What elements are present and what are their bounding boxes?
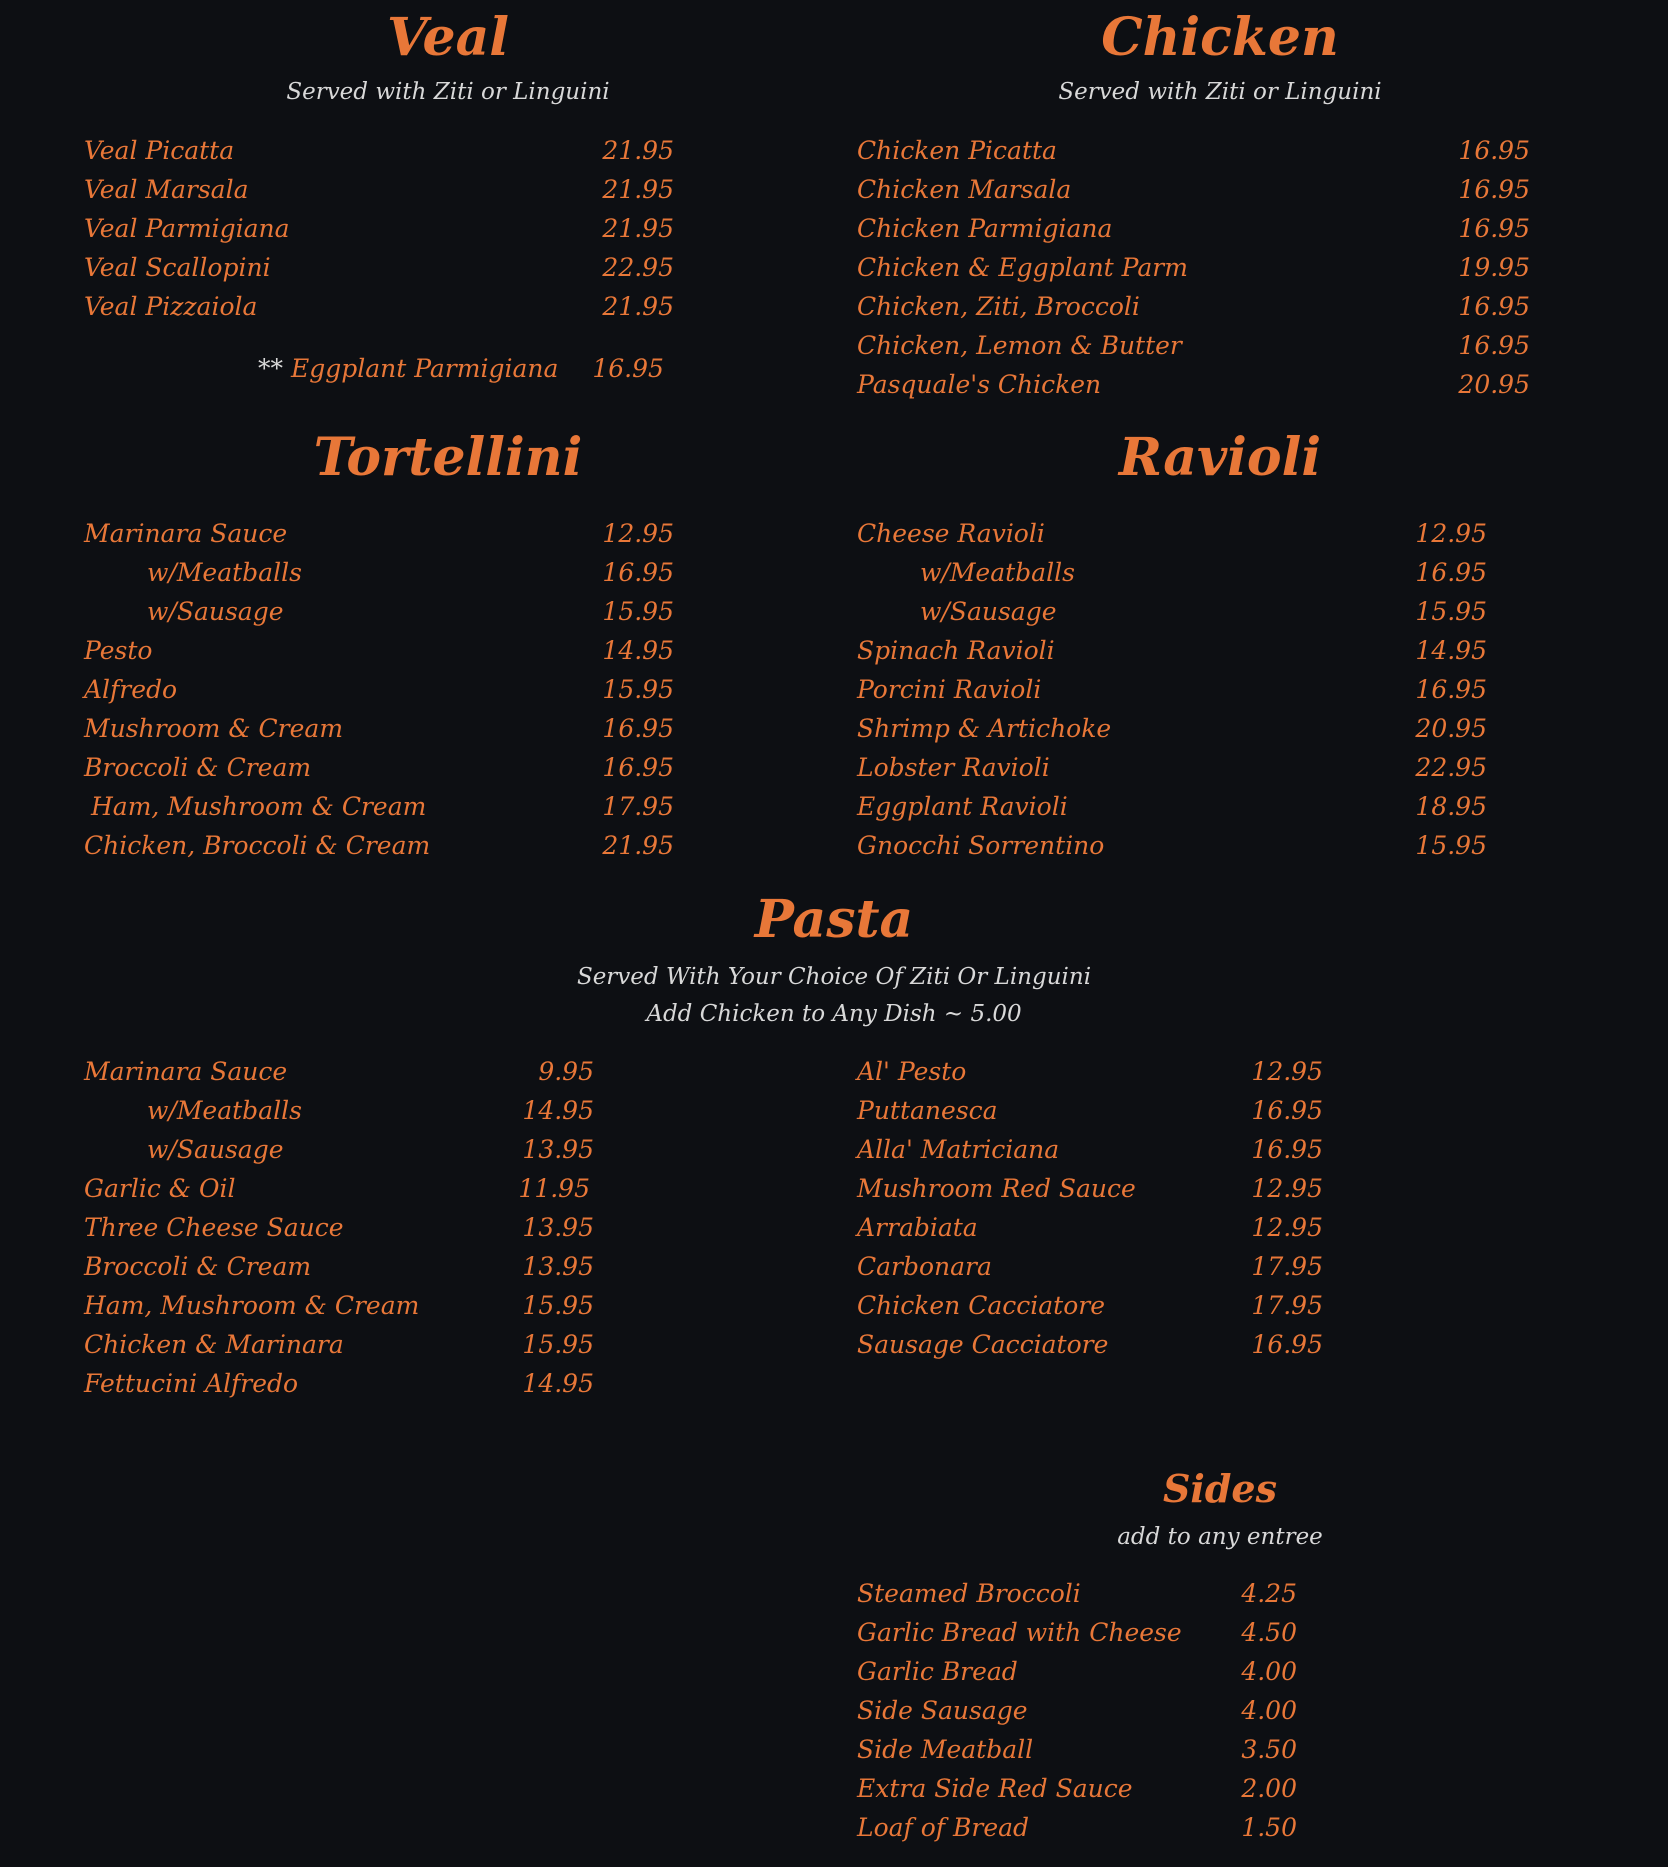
sides-subtitle: add to any entree: [1117, 1524, 1323, 1550]
item-price: 14.95: [522, 1369, 594, 1398]
menu-item: [857, 1808, 1297, 1847]
veal-subtitle: Served with Ziti or Linguini: [286, 79, 610, 105]
sides-list: [857, 1574, 1297, 1847]
item-price: 15.95: [602, 597, 674, 626]
menu-item: [84, 1325, 596, 1364]
item-name: Side Meatball: [857, 1735, 1034, 1764]
item-name: w/Meatballs: [147, 1096, 302, 1125]
ravioli-list: [857, 514, 1487, 865]
item-price: 1.50: [1241, 1813, 1297, 1842]
menu-item: [857, 514, 1487, 553]
item-price: 4.25: [1241, 1579, 1297, 1608]
menu-item: [84, 170, 674, 209]
menu-item: [857, 1208, 1323, 1247]
chicken-heading: Chicken: [1101, 7, 1339, 68]
item-name: Pesto: [84, 636, 153, 665]
menu-item: [857, 1769, 1297, 1808]
item-price: 16.95: [1458, 175, 1530, 204]
item-price: 16.95: [1415, 558, 1487, 587]
item-name: Chicken Parmigiana: [857, 214, 1113, 243]
note-price: 16.95: [592, 354, 664, 383]
item-name: Puttanesca: [857, 1096, 998, 1125]
item-price: 17.95: [602, 792, 674, 821]
item-price: 15.95: [522, 1330, 594, 1359]
menu-item: [84, 826, 674, 865]
item-price: 12.95: [1251, 1174, 1323, 1203]
menu-item: [84, 787, 674, 826]
menu-item: [857, 1652, 1297, 1691]
item-price: 15.95: [1415, 831, 1487, 860]
item-price: 17.95: [1251, 1252, 1323, 1281]
item-name: Loaf of Bread: [857, 1813, 1030, 1842]
item-name: Broccoli & Cream: [84, 1252, 312, 1281]
item-price: 16.95: [1251, 1330, 1323, 1359]
menu-item: [84, 631, 674, 670]
menu-item: [84, 1169, 596, 1208]
menu-item: [84, 1052, 596, 1091]
item-name: Chicken & Marinara: [84, 1330, 344, 1359]
item-price: 13.95: [522, 1213, 594, 1242]
item-name: Lobster Ravioli: [857, 753, 1050, 782]
item-price: 21.95: [602, 292, 674, 321]
item-name: Ham, Mushroom & Cream: [91, 792, 427, 821]
menu-item: [857, 1169, 1323, 1208]
menu-item: [84, 592, 674, 631]
item-price: 15.95: [1415, 597, 1487, 626]
item-price: 14.95: [602, 636, 674, 665]
menu-item: [857, 209, 1530, 248]
item-price: 16.95: [602, 753, 674, 782]
menu-item: [857, 787, 1487, 826]
menu-item: [857, 592, 1487, 631]
menu-item: [84, 514, 674, 553]
item-name: w/Meatballs: [147, 558, 302, 587]
item-price: 12.95: [1251, 1213, 1323, 1242]
item-name: Cheese Ravioli: [857, 519, 1045, 548]
chicken-subtitle: Served with Ziti or Linguini: [1058, 79, 1382, 105]
item-price: 15.95: [522, 1291, 594, 1320]
menu-item: [857, 1730, 1297, 1769]
menu-item: [857, 553, 1487, 592]
item-price: 16.95: [1458, 292, 1530, 321]
menu-item: [857, 670, 1487, 709]
item-name: Mushroom Red Sauce: [857, 1174, 1136, 1203]
pasta-left-list: [84, 1052, 596, 1403]
item-price: 19.95: [1458, 253, 1530, 282]
item-name: Arrabiata: [857, 1213, 978, 1242]
item-name: Three Cheese Sauce: [84, 1213, 344, 1242]
menu-item: [857, 1247, 1323, 1286]
item-name: Alfredo: [84, 675, 178, 704]
item-name: Garlic Bread: [857, 1657, 1018, 1686]
item-name: Marinara Sauce: [84, 1057, 288, 1086]
item-name: Sausage Cacciatore: [857, 1330, 1109, 1359]
item-price: 11.95: [518, 1174, 590, 1203]
menu-item: [857, 170, 1530, 209]
item-name: Chicken, Broccoli & Cream: [84, 831, 431, 860]
item-name: Chicken Picatta: [857, 136, 1057, 165]
menu-item: [84, 553, 674, 592]
item-name: Eggplant Ravioli: [857, 792, 1068, 821]
item-price: 16.95: [1458, 331, 1530, 360]
item-price: 21.95: [602, 214, 674, 243]
item-name: Steamed Broccoli: [857, 1579, 1081, 1608]
menu-item: [84, 1286, 596, 1325]
item-price: 20.95: [1415, 714, 1487, 743]
item-name: Carbonara: [857, 1252, 992, 1281]
item-price: 21.95: [602, 136, 674, 165]
menu-item: [84, 287, 674, 326]
item-price: 4.50: [1241, 1618, 1297, 1647]
menu-item: [857, 631, 1487, 670]
eggplant-note: [258, 349, 664, 388]
pasta-chicken-note: Add Chicken to Any Dish ~ 5.00: [646, 1001, 1022, 1027]
item-name: Garlic & Oil: [84, 1174, 236, 1203]
item-name: Shrimp & Artichoke: [857, 714, 1112, 743]
menu-item: [84, 131, 674, 170]
menu-item: [857, 1691, 1297, 1730]
item-name: Pasquale's Chicken: [857, 370, 1102, 399]
item-name: Chicken & Eggplant Parm: [857, 253, 1188, 282]
item-price: 14.95: [1415, 636, 1487, 665]
ravioli-heading: Ravioli: [1118, 427, 1322, 488]
item-name: Broccoli & Cream: [84, 753, 312, 782]
item-price: 12.95: [1251, 1057, 1323, 1086]
item-price: 22.95: [602, 253, 674, 282]
menu-item: [857, 1286, 1323, 1325]
item-price: 3.50: [1241, 1735, 1297, 1764]
chicken-list: [857, 131, 1530, 404]
menu-item: [857, 1052, 1323, 1091]
item-price: 12.95: [1415, 519, 1487, 548]
note-name: Eggplant Parmigiana: [290, 354, 559, 383]
item-name: Veal Marsala: [84, 175, 249, 204]
menu-item: [84, 248, 674, 287]
menu-item: [84, 709, 674, 748]
item-name: Spinach Ravioli: [857, 636, 1055, 665]
item-price: 2.00: [1241, 1774, 1297, 1803]
item-name: Porcini Ravioli: [857, 675, 1042, 704]
menu-item: [857, 1613, 1297, 1652]
menu-item: [84, 1130, 596, 1169]
menu-item: [84, 670, 674, 709]
tortellini-heading: Tortellini: [313, 427, 583, 488]
item-name: Gnocchi Sorrentino: [857, 831, 1105, 860]
item-name: Mushroom & Cream: [84, 714, 344, 743]
veal-heading: Veal: [386, 7, 510, 68]
menu-item: [857, 1574, 1297, 1613]
item-price: 18.95: [1415, 792, 1487, 821]
menu-item: [84, 209, 674, 248]
pasta-right-list: [857, 1052, 1323, 1364]
menu-item: [857, 365, 1530, 404]
item-price: 15.95: [602, 675, 674, 704]
item-price: 4.00: [1241, 1657, 1297, 1686]
item-name: w/Sausage: [147, 597, 284, 626]
menu-item: [84, 1091, 596, 1130]
item-price: 16.95: [1251, 1096, 1323, 1125]
item-price: 14.95: [522, 1096, 594, 1125]
item-name: Chicken, Ziti, Broccoli: [857, 292, 1140, 321]
item-name: w/Sausage: [920, 597, 1057, 626]
item-price: 22.95: [1415, 753, 1487, 782]
menu-item: [84, 1208, 596, 1247]
item-name: Veal Pizzaiola: [84, 292, 258, 321]
item-price: 16.95: [602, 558, 674, 587]
item-price: 16.95: [1458, 214, 1530, 243]
menu-item: [857, 287, 1530, 326]
item-price: 13.95: [522, 1135, 594, 1164]
menu-item: [857, 1091, 1323, 1130]
item-price: 12.95: [602, 519, 674, 548]
pasta-heading: Pasta: [754, 889, 914, 950]
item-price: 16.95: [1251, 1135, 1323, 1164]
menu-item: [857, 131, 1530, 170]
tortellini-list: [84, 514, 674, 865]
item-name: Marinara Sauce: [84, 519, 288, 548]
menu-item: [857, 326, 1530, 365]
menu-item: [857, 709, 1487, 748]
item-name: Chicken Marsala: [857, 175, 1072, 204]
pasta-subtitle: Served With Your Choice Of Ziti Or Linguini: [576, 964, 1092, 990]
veal-list: [84, 131, 674, 326]
item-name: w/Sausage: [147, 1135, 284, 1164]
menu-item: [84, 748, 674, 787]
menu-item: [84, 1364, 596, 1403]
item-name: w/Meatballs: [920, 558, 1075, 587]
note-marker: **: [258, 354, 283, 383]
item-price: 21.95: [602, 831, 674, 860]
item-name: Veal Scallopini: [84, 253, 271, 282]
item-price: 20.95: [1458, 370, 1530, 399]
item-price: 17.95: [1251, 1291, 1323, 1320]
item-price: 16.95: [1458, 136, 1530, 165]
item-name: Alla' Matriciana: [857, 1135, 1060, 1164]
menu-item: [857, 748, 1487, 787]
item-name: Extra Side Red Sauce: [857, 1774, 1133, 1803]
item-name: Chicken, Lemon & Butter: [857, 331, 1182, 360]
menu-item: [857, 826, 1487, 865]
item-price: 16.95: [1415, 675, 1487, 704]
item-name: Al' Pesto: [857, 1057, 967, 1086]
menu-item: [84, 1247, 596, 1286]
item-price: 13.95: [522, 1252, 594, 1281]
item-price: 16.95: [602, 714, 674, 743]
item-name: Ham, Mushroom & Cream: [84, 1291, 420, 1320]
menu-item: [857, 1130, 1323, 1169]
item-name: Veal Parmigiana: [84, 214, 290, 243]
item-name: Side Sausage: [857, 1696, 1028, 1725]
item-name: Chicken Cacciatore: [857, 1291, 1105, 1320]
sides-heading: Sides: [1162, 1466, 1278, 1511]
menu-item: [857, 248, 1530, 287]
item-name: Veal Picatta: [84, 136, 235, 165]
item-price: 9.95: [538, 1057, 594, 1086]
menu-item: [857, 1325, 1323, 1364]
item-name: Garlic Bread with Cheese: [857, 1618, 1182, 1647]
item-price: 4.00: [1241, 1696, 1297, 1725]
item-price: 21.95: [602, 175, 674, 204]
item-name: Fettucini Alfredo: [84, 1369, 299, 1398]
